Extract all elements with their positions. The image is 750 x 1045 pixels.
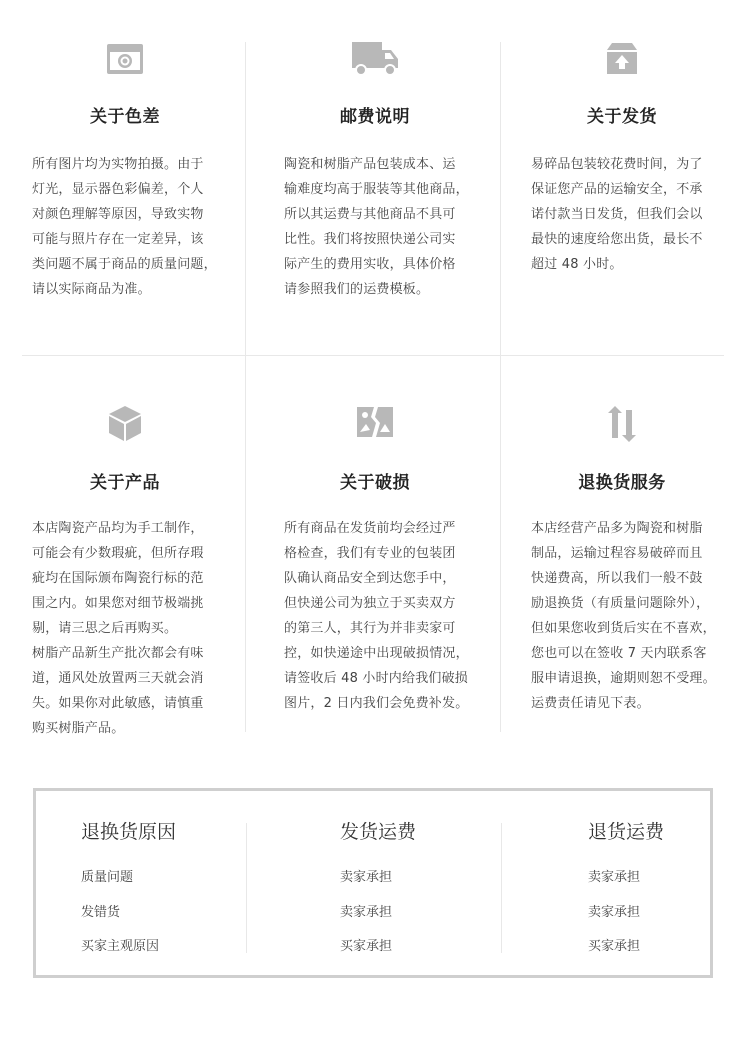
section-title: 关于产品 xyxy=(90,473,160,493)
box-upload-icon xyxy=(517,40,727,80)
table-divider-1 xyxy=(246,823,247,953)
truck-icon xyxy=(270,40,480,80)
cube-icon xyxy=(20,404,230,444)
divider-v1 xyxy=(245,42,246,732)
section-description: 所有图片均为实物拍摄。由于 灯光，显示器色彩偏差，个人 对颜色理解等原因，导致实物 可能与照片存在一定差异，该 类问题不属于商品的质量问题， 请以实际商品为准。 xyxy=(32,157,217,297)
section-description: 本店经营产品多为陶瓷和树脂 制品，运输过程容易破碎而且 快递费高，所以我们一般不鼓 励退换货（有质量问题除外）， 但如果您收到货后实在不喜欢， 您也可以在签收 7 天内联系客 服申请退换，逾期则恕不受理。 运费责任请见下表。 xyxy=(531,521,716,711)
section-title: 关于破损 xyxy=(340,473,410,493)
divider-h xyxy=(22,355,724,356)
column-header: 发货运费 xyxy=(340,821,417,843)
broken-image-icon xyxy=(270,404,480,444)
exchange-arrows-icon xyxy=(517,404,727,444)
section-description: 陶瓷和树脂产品包装成本、运 输难度均高于服装等其他商品， 所以其运费与其他商品不具可 比性。我们将按照快递公司实 际产生的费用实收，具体价格 请参照我们的运费模板。 xyxy=(284,157,469,297)
camera-icon xyxy=(20,40,230,80)
table-cell: 买家承担 xyxy=(340,939,393,954)
section-description: 易碎品包装较花费时间，为了 保证您产品的运输安全，不承 诺付款当日发货，但我们会以 最快的速度给您出货，最长不 超过 48 小时。 xyxy=(531,157,703,272)
table-cell: 质量问题 xyxy=(81,870,134,885)
divider-v2 xyxy=(500,42,501,732)
table-cell: 买家主观原因 xyxy=(81,939,160,954)
table-cell: 买家承担 xyxy=(588,939,641,954)
table-cell: 卖家承担 xyxy=(588,870,641,885)
table-divider-2 xyxy=(501,823,502,953)
section-title: 邮费说明 xyxy=(340,107,410,127)
section-description: 所有商品在发货前均会经过严 格检查，我们有专业的包装团 队确认商品安全到达您手中， 但快递公司为独立于买卖双方 的第三人，其行为并非卖家可 控，如快递途中出现破损情况， 请签收后 48 小时内给我们破损 图片，2 日内我们会免费补发。 xyxy=(284,521,469,711)
section-description: 本店陶瓷产品均为手工制作， 可能会有少数瑕疵，但所存瑕 疵均在国际颁布陶瓷行标的范 围之内。如果您对细节极端挑 剔，请三思之后再购买。 树脂产品新生产批次都会有味 道，通风处放置两三天就会消 失。如果你对此敏感，请慎重 购买树脂产品。 xyxy=(32,521,204,736)
section-title: 退换货服务 xyxy=(578,473,666,493)
table-cell: 发错货 xyxy=(81,905,121,920)
freight-responsibility-table xyxy=(33,788,713,978)
table-cell: 卖家承担 xyxy=(340,870,393,885)
column-header: 退换货原因 xyxy=(81,821,177,843)
section-title: 关于发货 xyxy=(587,107,657,127)
table-cell: 卖家承担 xyxy=(588,905,641,920)
column-header: 退货运费 xyxy=(588,821,665,843)
table-cell: 卖家承担 xyxy=(340,905,393,920)
section-title: 关于色差 xyxy=(90,107,160,127)
